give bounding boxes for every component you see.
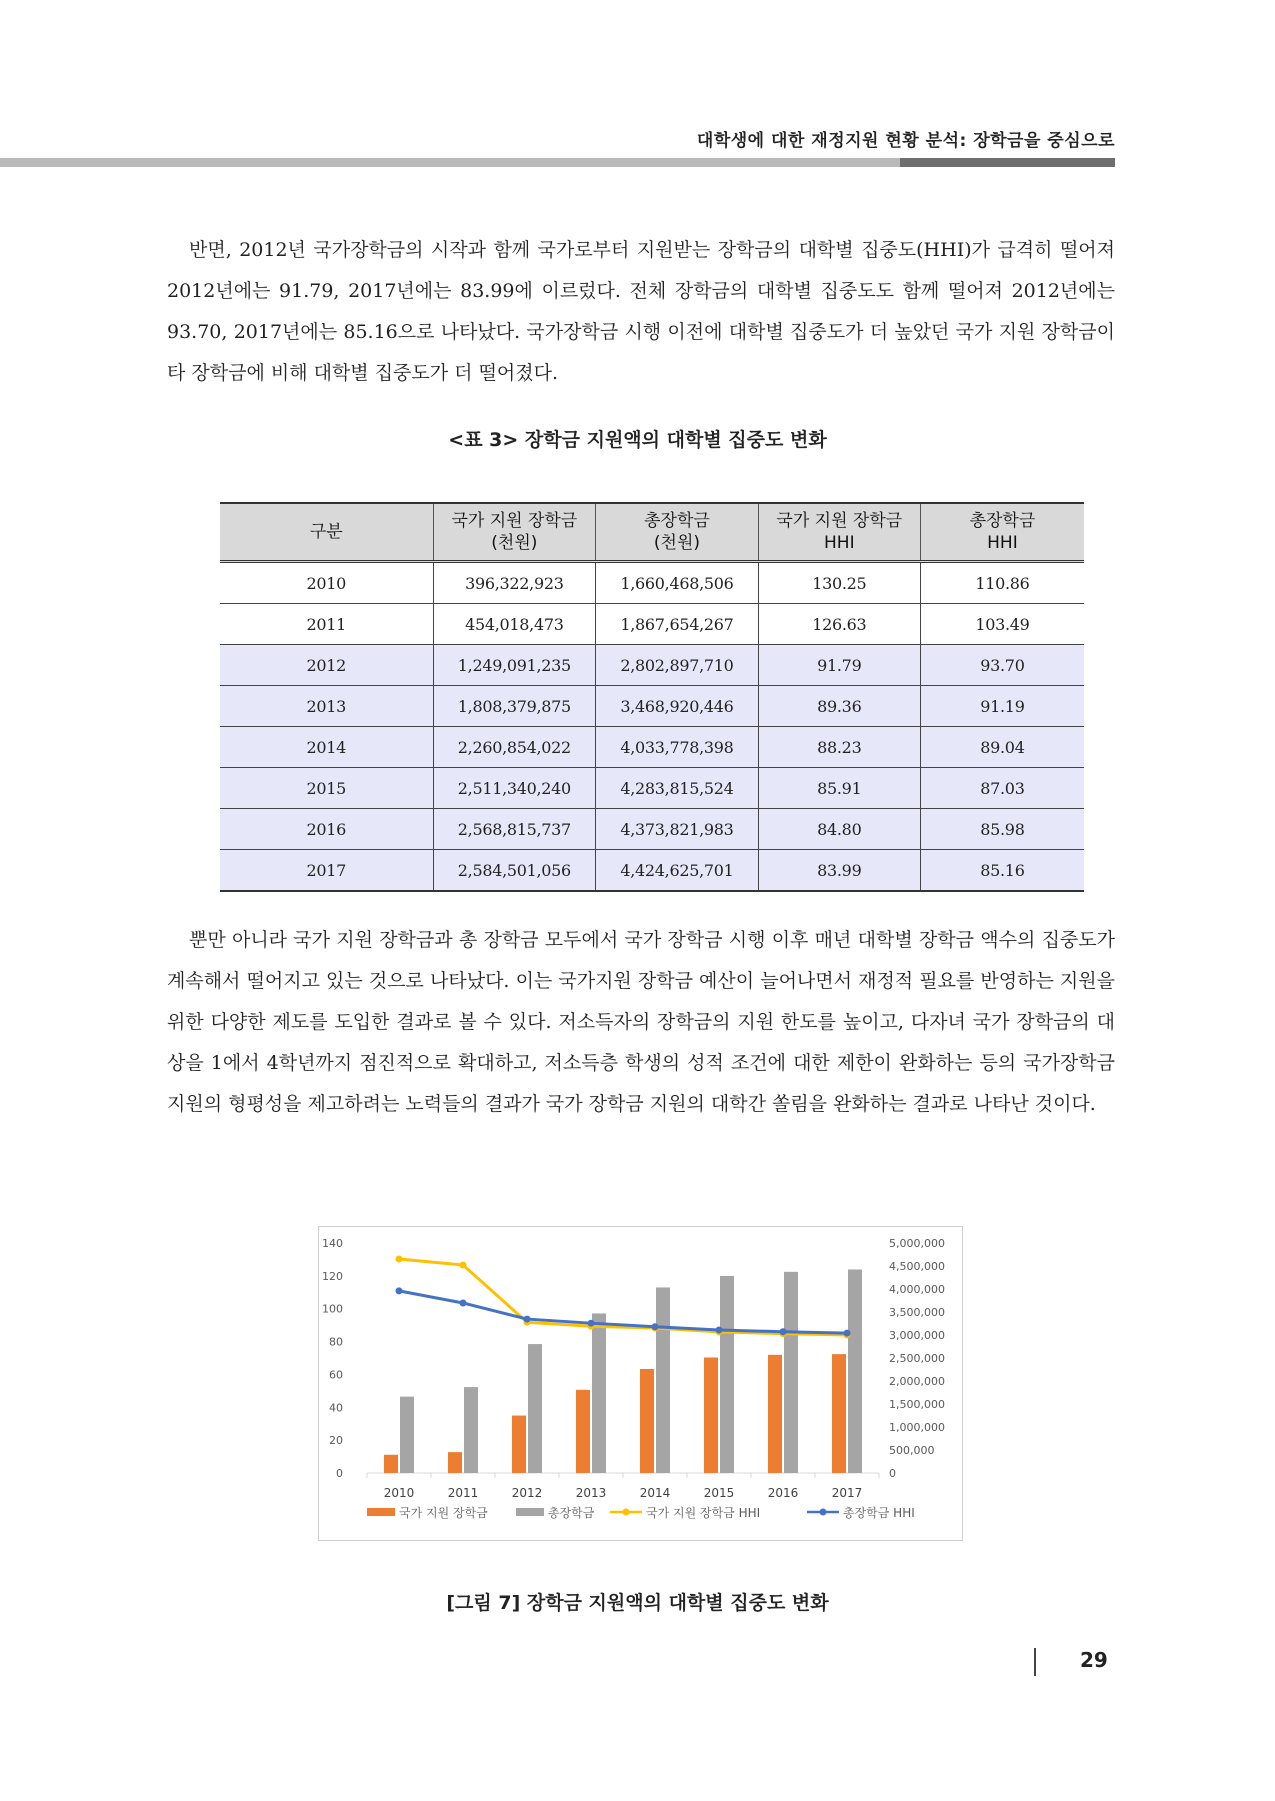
legend-label: 국가 지원 장학금	[399, 1506, 488, 1520]
bar-national-scholarship	[640, 1369, 654, 1473]
x-tick-label: 2011	[447, 1486, 479, 1500]
table-cell: 4,424,625,701	[596, 850, 759, 892]
running-header-title: 대학생에 대한 재정지원 현황 분석: 장학금을 중심으로	[696, 131, 1115, 151]
page-number-rule	[1034, 1648, 1036, 1676]
body-paragraph-1: 반면, 2012년 국가장학금의 시작과 함께 국가로부터 지원받는 장학금의 대학별 집중도(HHI)가 급격히 떨어져 2012년에는 91.79, 2017년에는 83.99에 이르렀다. 전체 장학금의 대학별 집중도도 함께 떨어져 2012년에는 93.70, 2017년에는 85.16으로 나타났다. 국가장학금 시행 이전에 대학별 집중도가 더 높았던 국가 지원 장학금이 타 장학금에 비해 대학별 집중도가 더 떨어졌다.	[167, 239, 1115, 384]
table-cell: 130.25	[758, 562, 920, 604]
table-cell: 2,511,340,240	[433, 768, 596, 809]
table-cell: 2017	[220, 850, 433, 892]
table-cell: 2013	[220, 686, 433, 727]
chart-svg	[319, 1227, 962, 1540]
y-tick-label-right: 5,000,000	[889, 1237, 945, 1250]
page-number: 29	[1080, 1648, 1108, 1672]
table-cell: 4,283,815,524	[596, 768, 759, 809]
y-tick-label-left: 140	[322, 1237, 343, 1250]
x-tick-label: 2010	[383, 1486, 415, 1500]
table-row	[220, 604, 1084, 645]
table-cell: 84.80	[758, 809, 920, 850]
y-tick-label-right: 1,000,000	[889, 1421, 945, 1434]
bar-total-scholarship	[592, 1313, 606, 1473]
table-row	[220, 727, 1084, 768]
table-cell: 3,468,920,446	[596, 686, 759, 727]
table-cell: 85.16	[920, 850, 1084, 892]
point-total-hhi	[588, 1320, 595, 1327]
y-tick-label-right: 3,500,000	[889, 1306, 945, 1319]
table-cell: 103.49	[920, 604, 1084, 645]
y-tick-label-left: 0	[336, 1467, 343, 1480]
point-national-hhi	[396, 1256, 403, 1263]
table-cell: 83.99	[758, 850, 920, 892]
header-rule-light	[0, 158, 900, 167]
table-cell: 93.70	[920, 645, 1084, 686]
table-cell: 1,867,654,267	[596, 604, 759, 645]
y-tick-label-right: 4,500,000	[889, 1260, 945, 1273]
bar-national-scholarship	[832, 1354, 846, 1473]
table-cell: 91.19	[920, 686, 1084, 727]
table-cell: 2,584,501,056	[433, 850, 596, 892]
header-rule-dark	[900, 158, 1115, 167]
bar-national-scholarship	[704, 1357, 718, 1473]
table-cell: 1,808,379,875	[433, 686, 596, 727]
bar-total-scholarship	[528, 1344, 542, 1473]
bar-total-scholarship	[848, 1269, 862, 1473]
header-cell-category: 구분	[220, 503, 433, 562]
table-caption: <표 3> 장학금 지원액의 대학별 집중도 변화	[448, 429, 827, 451]
x-tick-label: 2012	[511, 1486, 543, 1500]
point-total-hhi	[396, 1287, 403, 1294]
header-cell-total-amount: 총장학금 (천원)	[596, 503, 759, 562]
table-row	[220, 645, 1084, 686]
x-tick-label: 2014	[639, 1486, 671, 1500]
legend-swatch	[367, 1508, 395, 1516]
table-cell: 396,322,923	[433, 562, 596, 604]
legend-label: 국가 지원 장학금 HHI	[646, 1506, 761, 1520]
bar-total-scholarship	[656, 1287, 670, 1473]
table-cell: 110.86	[920, 562, 1084, 604]
y-tick-label-left: 80	[329, 1335, 343, 1349]
point-total-hhi	[844, 1330, 851, 1337]
table-cell: 2,802,897,710	[596, 645, 759, 686]
table-cell: 88.23	[758, 727, 920, 768]
point-total-hhi	[716, 1327, 723, 1334]
bar-national-scholarship	[768, 1355, 782, 1473]
y-tick-label-right: 3,000,000	[889, 1329, 945, 1342]
point-total-hhi	[780, 1328, 787, 1335]
table-cell: 1,249,091,235	[433, 645, 596, 686]
y-tick-label-right: 4,000,000	[889, 1283, 945, 1296]
bar-total-scholarship	[720, 1276, 734, 1473]
bar-national-scholarship	[576, 1390, 590, 1473]
point-total-hhi	[524, 1316, 531, 1323]
point-national-hhi	[460, 1261, 467, 1268]
table-cell: 2,260,854,022	[433, 727, 596, 768]
y-tick-label-left: 20	[329, 1434, 343, 1448]
table-cell: 87.03	[920, 768, 1084, 809]
table-row	[220, 850, 1084, 892]
table-cell: 89.36	[758, 686, 920, 727]
x-tick-label: 2015	[703, 1486, 735, 1500]
table-row	[220, 809, 1084, 850]
bar-total-scholarship	[464, 1387, 478, 1473]
legend-swatch-marker	[820, 1509, 827, 1516]
y-tick-label-left: 100	[322, 1302, 343, 1316]
bar-national-scholarship	[384, 1455, 398, 1473]
y-tick-label-left: 120	[322, 1269, 343, 1283]
table-cell: 4,373,821,983	[596, 809, 759, 850]
y-tick-label-right: 500,000	[889, 1444, 935, 1457]
y-tick-label-right: 2,500,000	[889, 1352, 945, 1365]
y-tick-label-right: 0	[889, 1467, 896, 1480]
point-total-hhi	[652, 1323, 659, 1330]
y-tick-label-right: 1,500,000	[889, 1398, 945, 1411]
table-cell: 91.79	[758, 645, 920, 686]
x-tick-label: 2017	[831, 1486, 863, 1500]
table-cell: 2010	[220, 562, 433, 604]
concentration-chart	[318, 1226, 963, 1541]
table-row	[220, 562, 1084, 604]
table-cell: 1,660,468,506	[596, 562, 759, 604]
header-cell-total-hhi: 총장학금 HHI	[920, 503, 1084, 562]
table-header-row	[220, 503, 1084, 562]
y-tick-label-right: 2,000,000	[889, 1375, 945, 1388]
bar-total-scholarship	[784, 1272, 798, 1473]
table-cell: 2014	[220, 727, 433, 768]
y-tick-label-left: 40	[329, 1401, 343, 1415]
table-cell: 2012	[220, 645, 433, 686]
table-cell: 454,018,473	[433, 604, 596, 645]
point-total-hhi	[460, 1299, 467, 1306]
table-cell: 89.04	[920, 727, 1084, 768]
table-cell: 2,568,815,737	[433, 809, 596, 850]
table-row	[220, 686, 1084, 727]
bar-national-scholarship	[448, 1452, 462, 1473]
x-tick-label: 2013	[575, 1486, 607, 1500]
y-tick-label-left: 60	[329, 1368, 343, 1382]
table-cell: 2015	[220, 768, 433, 809]
table-cell: 126.63	[758, 604, 920, 645]
table-cell: 2011	[220, 604, 433, 645]
body-paragraph-2: 뿐만 아니라 국가 지원 장학금과 총 장학금 모두에서 국가 장학금 시행 이후 매년 대학별 장학금 액수의 집중도가 계속해서 떨어지고 있는 것으로 나타났다. 이는 국가지원 장학금 예산이 늘어나면서 재정적 필요를 반영하는 지원을 위한 다양한 제도를 도입한 결과로 볼 수 있다. 저소득자의 장학금의 지원 한도를 높이고, 다자녀 국가 장학금의 대상을 1에서 4학년까지 점진적으로 확대하고, 저소득층 학생의 성적 조건에 대한 제한이 완화하는 등의 국가장학금 지원의 형평성을 제고하려는 노력들의 결과가 국가 장학금 지원의 대학간 쏠림을 완화하는 결과로 나타난 것이다.	[167, 929, 1115, 1115]
bar-total-scholarship	[400, 1397, 414, 1473]
legend-swatch-marker	[623, 1509, 630, 1516]
bar-national-scholarship	[512, 1416, 526, 1473]
legend-label: 총장학금 HHI	[843, 1506, 915, 1520]
table-cell: 85.98	[920, 809, 1084, 850]
table-cell: 85.91	[758, 768, 920, 809]
table-cell: 4,033,778,398	[596, 727, 759, 768]
x-tick-label: 2016	[767, 1486, 799, 1500]
header-cell-national-amount: 국가 지원 장학금 (천원)	[433, 503, 596, 562]
table-row	[220, 768, 1084, 809]
legend-label: 총장학금	[548, 1506, 595, 1520]
figure-caption: [그림 7] 장학금 지원액의 대학별 집중도 변화	[446, 1592, 829, 1614]
legend-swatch	[516, 1508, 544, 1516]
header-cell-national-hhi: 국가 지원 장학금 HHI	[758, 503, 920, 562]
table-cell: 2016	[220, 809, 433, 850]
concentration-table	[220, 502, 1084, 892]
